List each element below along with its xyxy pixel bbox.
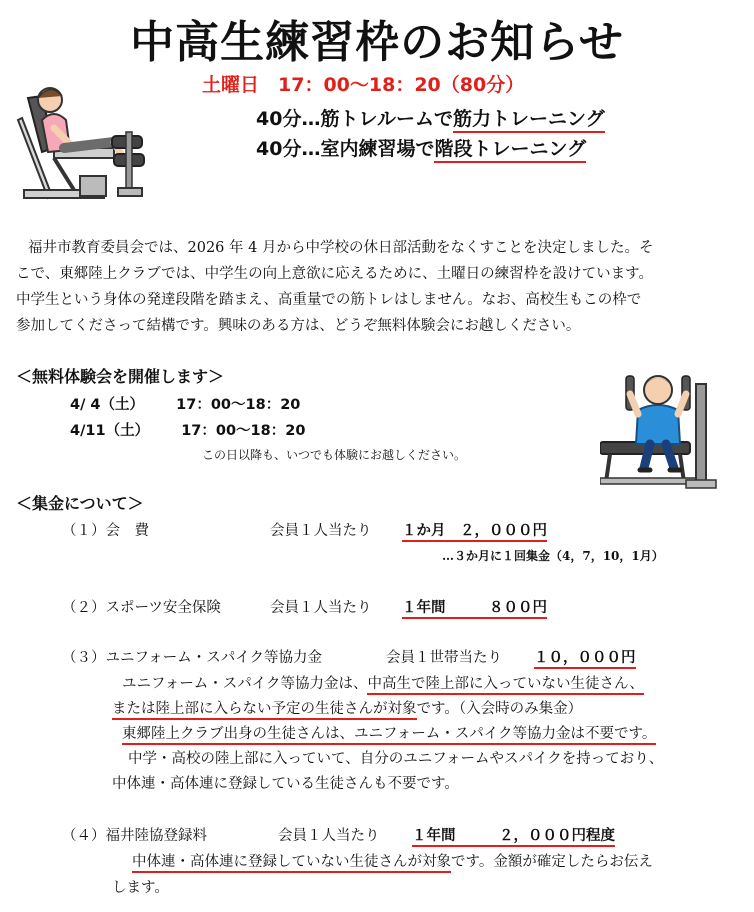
trial-date-2-day: 4/11（土） (70, 423, 150, 439)
schedule-line-2-prefix: 40分…室内練習場で (256, 138, 435, 160)
trial-date-1-day: 4/ 4（土） (70, 397, 145, 413)
fee-1-amount-text: １か月 ２，０００円 (402, 523, 547, 542)
fee-3-desc-1-prefix: ユニフォーム・スパイク等協力金は、 (122, 676, 368, 692)
fee-2-amount-text: １年間 ８００円 (402, 600, 547, 619)
trial-date-2 (70, 419, 305, 440)
intro-line-2: こで、東郷陸上クラブでは、中学生の向上意欲に応えるために、土曜日の練習枠を設けています。 (16, 266, 653, 282)
fee-3-desc-2 (112, 697, 582, 718)
fee-3-desc-2-underlined: または陸上部に入らない予定の生徒さんが対象 (112, 701, 417, 720)
trial-date-2-time: 17：00〜18：20 (181, 423, 306, 439)
fee-3-desc-3 (122, 722, 656, 743)
fee-1-sub: …３か月に１回集金（4，7，10，1月） (442, 549, 664, 563)
fee-2-amount (402, 596, 547, 617)
fee-3-desc-2-suffix: です。（入会時のみ集金） (416, 701, 583, 717)
fee-3-unit: 会員１世帯当たり (386, 650, 502, 666)
fee-1-amount (402, 519, 547, 540)
fee-4-desc-1 (132, 850, 653, 871)
schedule-line-1-prefix: 40分…筋トレルームで (256, 108, 453, 130)
fee-3-amount (534, 646, 636, 667)
trial-heading: ＜無料体験会を開催します＞ (16, 367, 225, 386)
fee-4-desc-1-underlined: 中体連・高体連に登録していない生徒さんが対象 (132, 854, 451, 873)
schedule-line-2 (256, 134, 586, 161)
fee-4-unit: 会員１人当たり (278, 828, 380, 844)
fee-1-label: （１）会 費 (62, 523, 149, 539)
intro-line-3: 中学生という身体の発達段階を踏まえ、高重量での筋トレはしません。なお、高校生もこの枠で (16, 292, 642, 308)
schedule-line-1 (256, 104, 605, 131)
fee-4-desc-1-suffix: です。金額が確定したらお伝え (451, 854, 653, 870)
fee-4-label: （４）福井陸協登録料 (62, 828, 207, 844)
page-title: 中高生練習枠のお知らせ (130, 17, 624, 68)
fee-3-label: （３）ユニフォーム・スパイク等協力金 (62, 650, 322, 666)
fee-4-amount (412, 824, 615, 845)
intro-line-4: 参加してくださって結構です。興味のある方は、どうぞ無料体験会にお越しください。 (16, 318, 581, 334)
trial-date-1 (70, 393, 300, 414)
fee-2-label: （２）スポーツ安全保険 (62, 600, 221, 616)
fees-heading: ＜集金について＞ (16, 494, 144, 513)
bench-press-illustration (600, 364, 724, 492)
intro-line-1: 福井市教育委員会では、2026 年 4 月から中学校の休日部活動をなくすことを決定しました。そ (28, 240, 654, 256)
trial-note: この日以降も、いつでも体験にお越しください。 (202, 448, 467, 462)
schedule-line-1-underlined: 筋力トレーニング (453, 108, 605, 133)
fee-1-unit: 会員１人当たり (270, 523, 372, 539)
fee-3-amount-text: １０，０００円 (534, 650, 636, 669)
fee-3-desc-1 (122, 672, 644, 693)
leg-press-illustration (14, 78, 156, 208)
fee-3-desc-3-underlined: 東郷陸上クラブ出身の生徒さんは、ユニフォーム・スパイク等協力金は不要です。 (122, 726, 656, 745)
fee-3-desc-4: 中学・高校の陸上部に入っていて、自分のユニフォームやスパイクを持っており、 (128, 751, 664, 767)
fee-4-desc-2: します。 (112, 880, 169, 896)
fee-3-desc-5: 中体連・高体連に登録している生徒さんも不要です。 (112, 776, 459, 792)
trial-date-1-time: 17：00〜18：20 (176, 397, 301, 413)
fee-4-amount-text: １年間 ２，０００円程度 (412, 828, 615, 847)
schedule-line-2-underlined: 階段トレーニング (434, 138, 586, 163)
fee-3-desc-1-underlined: 中高生で陸上部に入っていない生徒さん、 (367, 676, 643, 695)
schedule-time: 土曜日 17：00〜18：20（80分） (202, 74, 525, 96)
fee-2-unit: 会員１人当たり (270, 600, 372, 616)
